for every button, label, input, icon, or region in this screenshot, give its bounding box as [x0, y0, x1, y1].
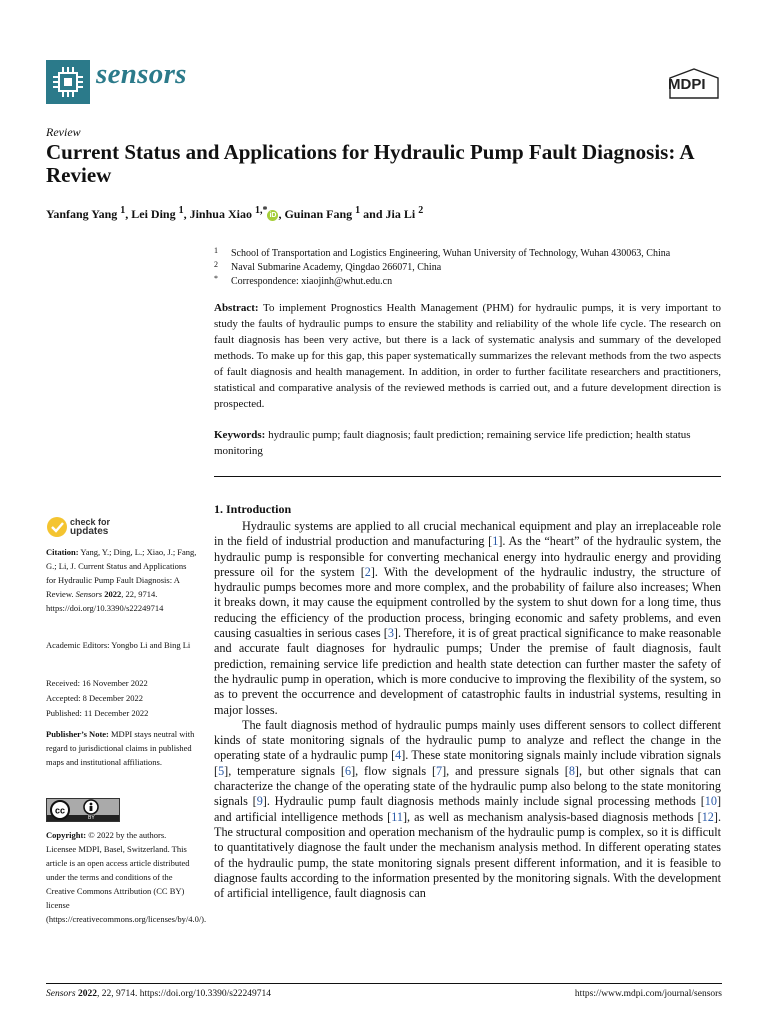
citation-link[interactable]: 7	[436, 763, 443, 778]
publisher-note: Publisher’s Note: MDPI stays neutral with regard to jurisdictional claims in published maps and institutional affiliations.	[46, 729, 195, 767]
citation-link[interactable]: 3	[387, 626, 394, 641]
publisher-name: MDPI	[668, 76, 706, 93]
accepted-date: Accepted: 8 December 2022	[46, 693, 143, 703]
citation-link[interactable]: 12	[701, 809, 714, 824]
check-for-updates-icon[interactable]	[46, 516, 68, 538]
attribution-icon	[83, 799, 99, 815]
citation-link[interactable]: 10	[704, 794, 717, 809]
keywords: Keywords: hydraulic pump; fault diagnosis; fault prediction; remaining service life prediction; health status monitoring	[214, 429, 691, 457]
journal-url-link[interactable]: https://www.mdpi.com/journal/sensors	[574, 989, 722, 999]
footer-divider	[46, 983, 722, 984]
footer-citation: Sensors 2022, 22, 9714. https://doi.org/10.3390/s22249714	[46, 989, 271, 999]
article-title: Current Status and Applications for Hydraulic Pump Fault Diagnosis: A Review	[46, 140, 694, 187]
correspondence: * Correspondence: xiaojinh@whut.edu.cn	[214, 274, 393, 287]
introduction-text	[214, 519, 721, 901]
author-list: Yanfang Yang $^1$, Lei Ding $^1$, Jinhua Xiao $^{1,*}$ iD , Guinan Fang $^1$ and Jia Li $^2$	[46, 205, 424, 221]
section-heading: 1. Introduction	[214, 502, 292, 516]
cc-by-label: BY	[88, 815, 95, 821]
received-date: Received: 16 November 2022	[46, 678, 148, 688]
author-name: Jinhua Xiao	[189, 207, 252, 221]
citation-link[interactable]: 4	[395, 748, 402, 763]
citation-link[interactable]: 1	[492, 534, 499, 549]
article-type: Review	[46, 125, 81, 139]
citation-link[interactable]: 5	[218, 763, 225, 778]
citation-link[interactable]: 6	[344, 763, 352, 778]
academic-editors: Academic Editors: Yongbo Li and Bing Li	[46, 640, 191, 650]
cc-icon	[49, 799, 71, 821]
author-name: Jia Li	[385, 207, 416, 221]
check-for-updates-button[interactable]: check for updates	[70, 517, 111, 537]
citation: Citation: Yang, Y.; Ding, L.; Xiao, J.; Fang, G.; Li, J. Current Status and Applications for Hydraulic Pump Fault Diagnosis: A Review. Sensors 2022, 22, 9714. https://doi.org/10.3390/s22249714	[46, 547, 197, 613]
paragraph: Hydraulic systems are applied to all crucial mechanical equipment and play an irreplaceable role in the field of industrial production and manufacturing [1]. As the “heart” of the hydraulic system, the hydraulic pump is responsible for converting mechanical energy into hydraulic energy and providing pressure oil for the system [2]. With the development of the hydraulic industry, the structure of hydraulic pumps becomes more and more complex, and the probability of failure also increases; When it breaks down, it may cause the equipment controlled by the system to shut down for a long time, thus reducing the efficiency of the production process, bringing economic and safety problems, and even causing casualties in serious cases [3]. Therefore, it is of great practical significance to make reasonable and accurate fault diagnoses for hydraulic pumps; Under the premise of fault diagnosis, fault prediction, remaining service life prediction and health state detection can further master the safety of the hydraulic pump in operation, which is more conducive to improving the flexibility of the system, so as to prevent the occurrence and development of catastrophic faults in industrial systems, resulting in major losses.	[214, 519, 722, 717]
chip-core	[64, 78, 72, 86]
copyright: Copyright: © 2022 by the authors. Licensee MDPI, Basel, Switzerland. This article is an open access article distributed under the terms and conditions of the Creative Commons Attribution (CC BY) license (https://creativecommons.org/licenses/by/4.0/).	[46, 830, 207, 924]
citation-link[interactable]: 8	[568, 763, 575, 778]
divider	[214, 476, 721, 477]
citation-link[interactable]: 2	[364, 564, 371, 579]
citation-link[interactable]: 9	[256, 794, 263, 809]
author-name: Guinan Fang	[284, 207, 353, 221]
affiliation: 2 Naval Submarine Academy, Qingdao 266071, China	[214, 260, 442, 273]
author-name: Yanfang Yang	[46, 207, 118, 221]
published-date: Published: 11 December 2022	[46, 708, 149, 718]
citation-link[interactable]: 11	[391, 809, 403, 824]
affiliation: 1 School of Transportation and Logistics Engineering, Wuhan University of Technology, Wuhan 430063, China	[214, 246, 671, 259]
paragraph: The fault diagnosis method of hydraulic pumps mainly uses different sensors to collect different kinds of state monitoring signals of the hydraulic pump to analyze and reflect the change in the operating state of a hydraulic pump [4]. These state monitoring signals mainly include vibration signals [5], temperature signals [6], flow signals [7], and pressure signals [8], but other signals that can characterize the change of the operating state of the hydraulic pump also belong to the state monitoring signals [9]. Hydraulic pump fault diagnosis methods mainly include signal processing methods [10] and artificial intelligence methods [11], as well as mechanism analysis-based diagnosis methods [12]. The structural composition and operation mechanism of the hydraulic pump is complex, so it is difficult to quantitatively diagnose the fault under the mechanism analysis method. In different operating states of the hydraulic pump, the state monitoring signals present different information, and it is feasible to diagnose faults according to the information presented by the monitoring signals. With the development of artificial intelligence, fault diagnosis can	[214, 717, 722, 901]
author-name: Lei Ding	[131, 207, 176, 221]
orcid-icon[interactable]: iD	[269, 212, 277, 219]
journal-name: sensors	[96, 58, 187, 90]
abstract: Abstract: To implement Prognostics Health Management (PHM) for hydraulic pumps, it is very important to study the faults of hydraulic pumps to ensure the stability and reliability of the whole life cycle. The research on fault diagnosis has been very active, but there is a lack of systematic analysis and summary of the developed methods. To make up for this gap, this paper systematically summarizes the relevant methods from the two aspects of fault diagnosis and health management. In addition, in order to further facilitate researchers and practitioners, statistical and comparative analysis of the reviewed methods is carried out, and a future development direction is prospected.	[214, 302, 721, 410]
svg-text:cc: cc	[54, 805, 66, 816]
